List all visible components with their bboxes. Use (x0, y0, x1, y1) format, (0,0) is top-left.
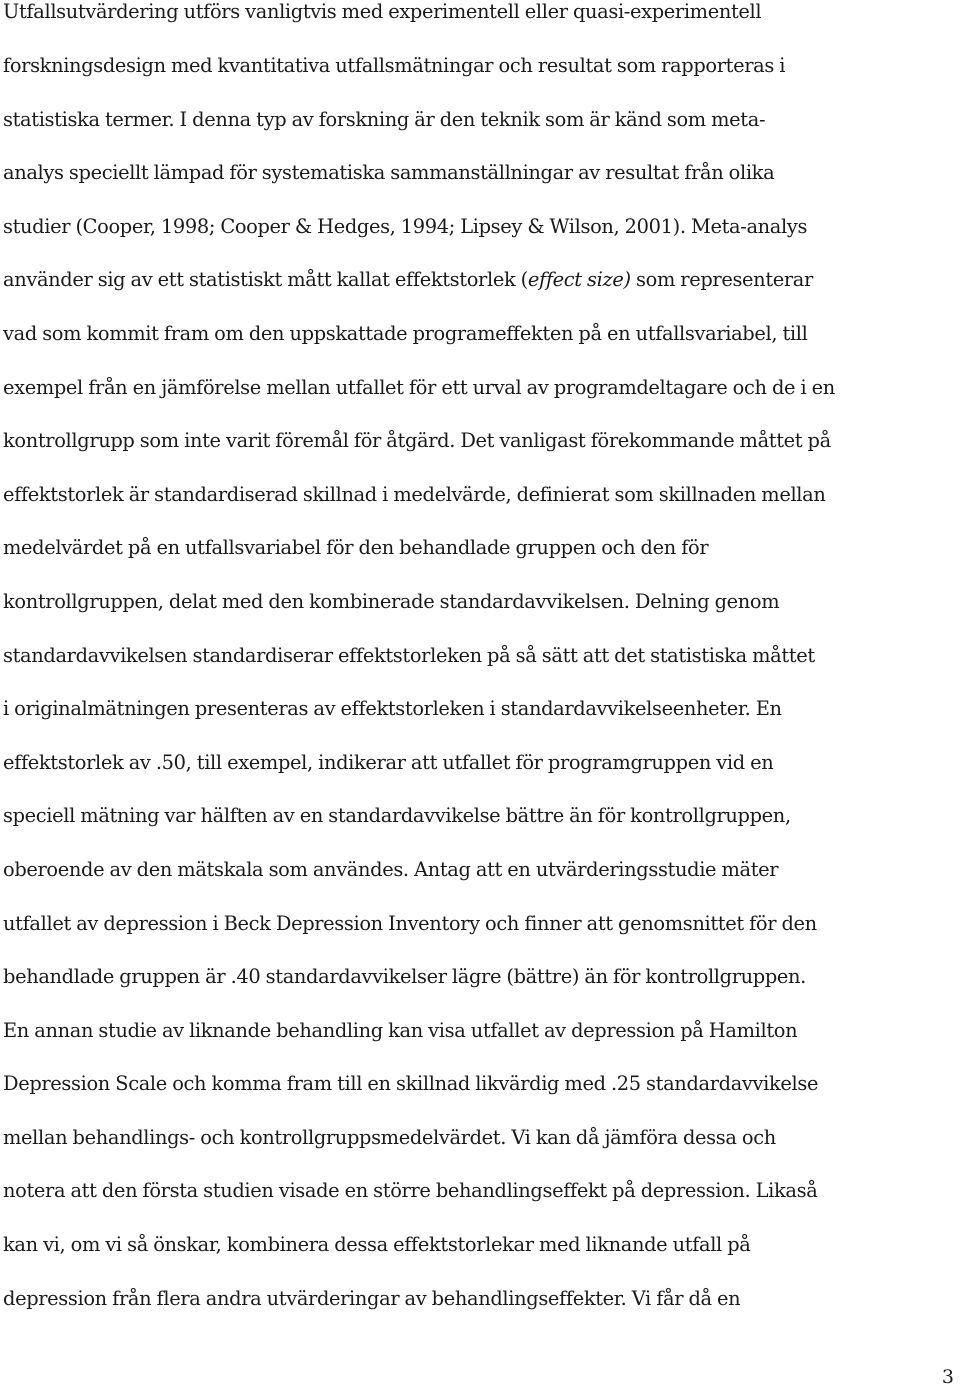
text-line: kontrollgrupp som inte varit föremål för åtgärd. Det vanligast förekommande måttet på (3, 429, 831, 453)
text-line: En annan studie av liknande behandling kan visa utfallet av depression på Hamilton (3, 1018, 798, 1042)
text-line: oberoende av den mätskala som användes. Antag att en utvärderingsstudie mäter (3, 857, 779, 881)
text-segment: använder sig av ett statistiskt mått kallat effektstorlek ( (3, 268, 528, 292)
text-line: notera att den första studien visade en större behandlingseffekt på depression. Likaså (3, 1179, 818, 1203)
text-line: mellan behandlings- och kontrollgruppsmedelvärdet. Vi kan då jämföra dessa och (3, 1125, 776, 1149)
text-line: analys speciellt lämpad för systematiska sammanställningar av resultat från olika (3, 161, 775, 185)
text-line: Depression Scale och komma fram till en skillnad likvärdig med .25 standardavvikelse (3, 1072, 819, 1096)
text-line: speciell mätning var hälften av en standardavvikelse bättre än för kontrollgruppen, (3, 804, 791, 828)
text-line: medelvärdet på en utfallsvariabel för den behandlade gruppen och den för (3, 536, 709, 560)
text-line: Utfallsutvärdering utförs vanligtvis med experimentell eller quasi-experimentell (3, 0, 762, 23)
text-line: i originalmätningen presenteras av effektstorleken i standardavvikelseenheter. En (3, 697, 782, 721)
text-segment: som representerar (630, 268, 813, 292)
text-line: studier (Cooper, 1998; Cooper & Hedges, 1994; Lipsey & Wilson, 2001). Meta-analys (3, 214, 808, 238)
text-line: vad som kommit fram om den uppskattade programeffekten på en utfallsvariabel, till (3, 321, 808, 345)
text-line-with-italic (3, 268, 960, 322)
text-line: effektstorlek är standardiserad skillnad i medelvärde, definierat som skillnaden mellan (3, 482, 826, 506)
text-line: behandlade gruppen är .40 standardavvikelser lägre (bättre) än för kontrollgruppen. (3, 965, 806, 989)
text-line: kan vi, om vi så önskar, kombinera dessa effektstorlekar med liknande utfall på (3, 1233, 751, 1257)
text-line: standardavvikelsen standardiserar effektstorleken på så sätt att det statistiska måttet (3, 643, 815, 667)
text-line: forskningsdesign med kvantitativa utfallsmätningar och resultat som rapporteras i (3, 54, 786, 77)
text-line: depression från flera andra utvärderingar av behandlingseffekter. Vi får då en (3, 1286, 741, 1310)
text-line: exempel från en jämförelse mellan utfallet för ett urval av programdeltagare och de i en (3, 375, 835, 399)
italic-term-effect-size: effect size) (527, 268, 631, 292)
page-number: 3 (941, 1366, 954, 1388)
text-line: statistiska termer. I denna typ av forskning är den teknik som är känd som meta- (3, 107, 766, 131)
text-line: utfallet av depression i Beck Depression Inventory och finner att genomsnittet för den (3, 911, 817, 935)
text-line: kontrollgruppen, delat med den kombinerade standardavvikelsen. Delning genom (3, 589, 780, 613)
body-paragraph (3, 0, 960, 1340)
text-line: effektstorlek av .50, till exempel, indikerar att utfallet för programgruppen vid en (3, 750, 774, 774)
